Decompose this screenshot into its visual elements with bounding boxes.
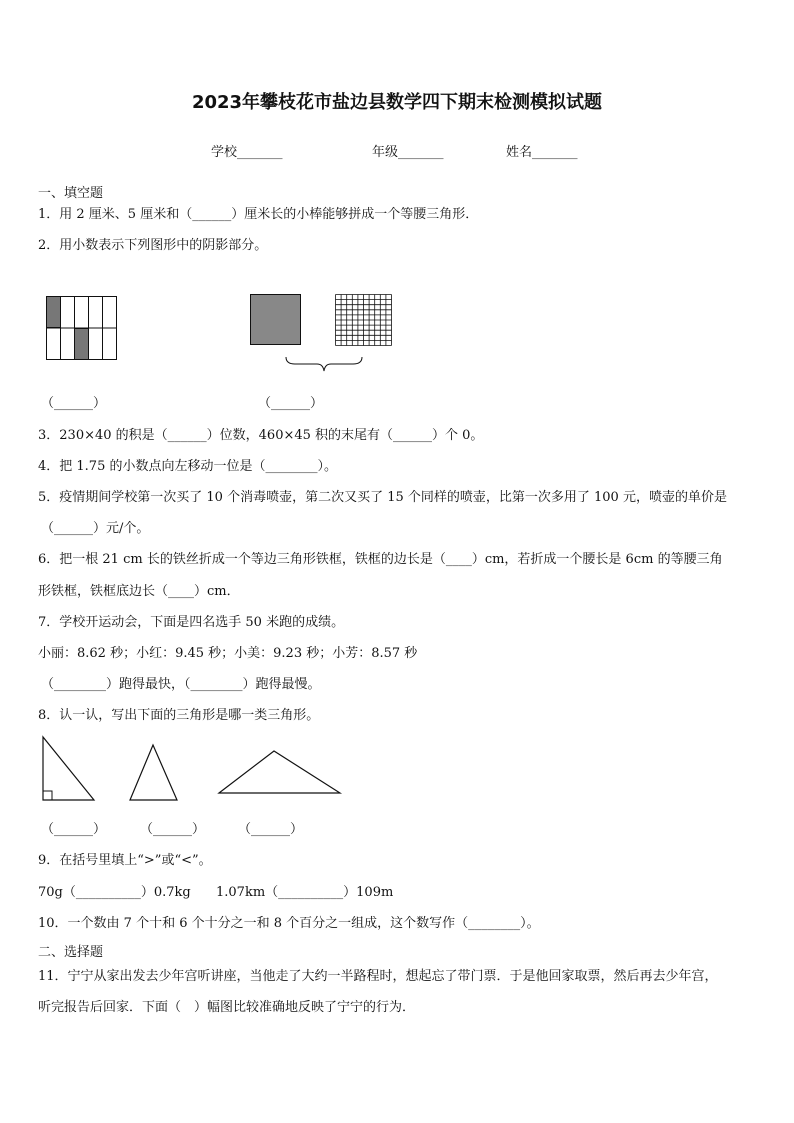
- question-8: 8．认一认，写出下面的三角形是哪一类三角形。: [38, 708, 320, 723]
- q8-answer-3: （______）: [238, 822, 304, 837]
- question-1: 1．用 2 厘米、5 厘米和（______）厘米长的小棒能够拼成一个等腰三角形．: [38, 207, 479, 222]
- question-7-answer: （________）跑得最快，（________）跑得最慢。: [41, 677, 321, 692]
- obtuse-triangle-figure: [218, 749, 342, 795]
- question-5-line-2: （______）元/个。: [41, 521, 150, 536]
- question-7: 7．学校开运动会，下面是四名选手 50 米跑的成绩。: [38, 615, 345, 630]
- q9-item-2: 1.07km（__________）109m: [216, 885, 394, 900]
- question-10: 10．一个数由 7 个十和 6 个十分之一和 8 个百分之一组成，这个数写作（________）。: [38, 916, 540, 931]
- q8-answer-1: （______）: [41, 822, 107, 837]
- page-title: 2023年攀枝花市盐边县数学四下期末检测模拟试题: [191, 92, 603, 113]
- q2-answer-1: （______）: [41, 396, 107, 411]
- right-triangle-figure: [42, 736, 96, 802]
- question-5-line-1: 5．疫情期间学校第一次买了 10 个消毒喷壶，第二次又买了 15 个同样的喷壶，比第一次多用了 100 元，喷壶的单价是: [38, 490, 727, 505]
- question-11-line-2: 听完报告后回家．下面（ ）幅图比较准确地反映了宁宁的行为．: [38, 1000, 416, 1015]
- shaded-square-figure: [250, 294, 302, 346]
- question-2: 2．用小数表示下列图形中的阴影部分。: [38, 238, 268, 253]
- acute-triangle-figure: [129, 744, 179, 802]
- fraction-grid-figure: [46, 296, 118, 360]
- question-4: 4．把 1.75 的小数点向左移动一位是（________）。: [38, 459, 337, 474]
- hundredths-grid-figure: [335, 294, 392, 346]
- brace-icon: [285, 356, 363, 374]
- question-11-line-1: 11．宁宁从家出发去少年宫听讲座，当他走了大约一半路程时，想起忘了带门票．于是他回家取票，然后再去少年宫，: [38, 969, 718, 984]
- question-6-line-2: 形铁框，铁框底边长（____）cm．: [38, 584, 240, 599]
- section-heading-choice: 二、选择题: [38, 945, 104, 960]
- question-6-line-1: 6．把一根 21 cm 长的铁丝折成一个等边三角形铁框，铁框的边长是（____）cm，若折成一个腰长是 6cm 的等腰三角: [38, 552, 723, 567]
- question-3: 3．230×40 的积是（______）位数，460×45 积的末尾有（______）个 0。: [38, 428, 484, 443]
- grade-field: 年级_______: [372, 145, 444, 160]
- q8-answer-2: （______）: [140, 822, 206, 837]
- question-7-scores: 小丽：8.62 秒；小红：9.45 秒；小美：9.23 秒；小芳：8.57 秒: [38, 646, 418, 661]
- q2-answer-2: （______）: [258, 396, 324, 411]
- q9-item-1: 70g（__________）0.7kg: [38, 885, 191, 900]
- name-field: 姓名_______: [506, 145, 578, 160]
- section-heading-fill-blank: 一、填空题: [38, 186, 104, 201]
- school-field: 学校_______: [211, 145, 283, 160]
- question-9: 9．在括号里填上“>”或“<”。: [38, 853, 212, 868]
